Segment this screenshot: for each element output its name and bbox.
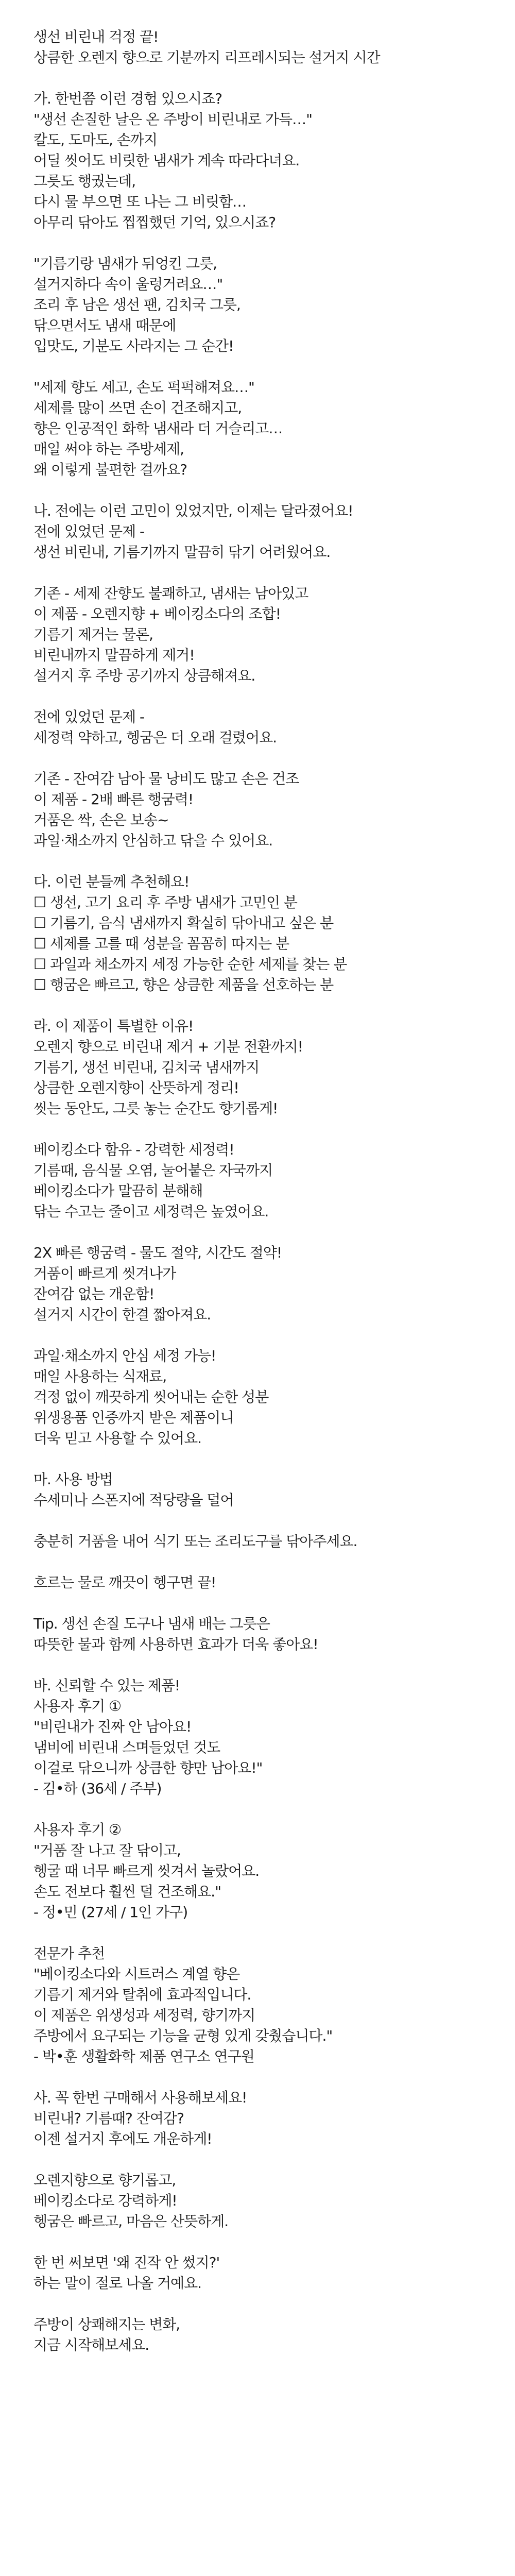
text-line: 라. 이 제품이 특별한 이유!	[33, 1018, 194, 1035]
paragraph	[33, 1016, 497, 1119]
text-line: 기름때, 음식물 오염, 눌어붙은 자국까지	[33, 1162, 273, 1179]
text-line: 헹굼은 빠르고, 마음은 산뜻하게.	[33, 2213, 229, 2230]
paragraph	[33, 1346, 497, 1449]
paragraph-gap	[33, 1325, 497, 1346]
text-line: 다시 물 부으면 또 나는 그 비릿함…	[33, 193, 247, 210]
text-line: 전에 있었던 문제 -	[33, 708, 145, 725]
text-line: 2X 빠른 행굼력 - 물도 절약, 시간도 절약!	[33, 1244, 282, 1261]
text-line: 거품은 싹, 손은 보송~	[33, 811, 169, 828]
paragraph	[33, 501, 497, 563]
paragraph	[33, 1820, 497, 1923]
paragraph-gap	[33, 1799, 497, 1820]
text-line: "기름기랑 냄새가 뒤엉킨 그릇,	[33, 255, 217, 272]
text-line: ☐ 과일과 채소까지 세정 가능한 순한 세제를 찾는 분	[33, 956, 347, 973]
text-line: "거품 잘 나고 잘 닦이고,	[33, 1842, 181, 1859]
paragraph	[33, 27, 497, 68]
paragraph-gap	[33, 1222, 497, 1243]
text-line: 가. 한번쯤 이런 경험 있으시죠?	[33, 90, 222, 107]
text-line: ☐ 행굼은 빠르고, 향은 상큼한 제품을 선호하는 분	[33, 976, 334, 993]
text-line: 입맛도, 기분도 사라지는 그 순간!	[33, 337, 234, 354]
text-line: 매일 써야 하는 주방세제,	[33, 440, 184, 457]
text-line: 오렌지 향으로 비린내 제거 + 기분 전환까지!	[33, 1038, 303, 1055]
text-line: "비린내가 진짜 안 남아요!	[33, 1718, 192, 1735]
article-text	[33, 27, 497, 2355]
text-line: 베이킹소다가 말끔히 분해해	[33, 1182, 203, 1199]
text-line: 기름기 제거와 탈취에 효과적입니다.	[33, 1986, 251, 2003]
text-line: 과일·채소까지 안심 세정 가능!	[33, 1347, 216, 1364]
paragraph	[33, 2314, 497, 2355]
text-line: 하는 말이 절로 나올 거예요.	[33, 2275, 202, 2292]
text-line: 헹굴 때 너무 빠르게 씻겨서 놀랐어요.	[33, 1862, 260, 1879]
paragraph-gap	[33, 1511, 497, 1531]
text-line: 사. 꼭 한번 구매해서 사용해보세요!	[33, 2089, 247, 2106]
paragraph-gap	[33, 563, 497, 583]
text-line: 닦는 수고는 줄이고 세정력은 높였어요.	[33, 1203, 269, 1220]
text-line: 기름기 제거는 물론,	[33, 626, 153, 643]
text-line: 과일·채소까지 안심하고 닦을 수 있어요.	[33, 832, 273, 849]
text-line: "생선 손질한 날은 온 주방이 비린내로 가득…"	[33, 111, 312, 128]
paragraph-gap	[33, 1449, 497, 1469]
text-line: 주방에서 요구되는 기능을 균형 있게 갖췄습니다."	[33, 2027, 333, 2044]
text-line: 설거지하다 속이 울렁거려요…"	[33, 276, 223, 293]
text-line: 더욱 믿고 사용할 수 있어요.	[33, 1430, 202, 1447]
text-line: 칼도, 도마도, 손까지	[33, 131, 157, 148]
text-line: 이 제품 - 2배 빠른 행굼력!	[33, 791, 194, 808]
text-line: 나. 전에는 이런 고민이 있었지만, 이제는 달라졌어요!	[33, 502, 353, 519]
text-line: 수세미나 스폰지에 적당량을 덜어	[33, 1492, 234, 1509]
text-line: 따뜻한 물과 함께 사용하면 효과가 더욱 좋아요!	[33, 1636, 318, 1653]
text-line: ☐ 세제를 고를 때 성분을 꼼꼼히 따지는 분	[33, 935, 289, 952]
paragraph	[33, 1572, 497, 1593]
text-line: 이젠 설거지 후에도 개운하게!	[33, 2130, 212, 2147]
paragraph-gap	[33, 686, 497, 707]
paragraph-gap	[33, 1923, 497, 1943]
paragraph	[33, 1614, 497, 1655]
paragraph	[33, 1943, 497, 2067]
paragraph	[33, 583, 497, 686]
text-line: 베이킹소다로 강력하게!	[33, 2192, 177, 2209]
paragraph-gap	[33, 480, 497, 501]
text-line: "세제 향도 세고, 손도 퍽퍽해져요…"	[33, 379, 254, 396]
text-line: 바. 신뢰할 수 있는 제품!	[33, 1677, 180, 1694]
paragraph	[33, 707, 497, 748]
text-line: 전에 있었던 문제 -	[33, 523, 145, 540]
text-line: ☐ 생선, 고기 요리 후 주방 냄새가 고민인 분	[33, 894, 297, 911]
paragraph-gap	[33, 2232, 497, 2252]
paragraph-gap	[33, 748, 497, 769]
text-line: 다. 이런 분들께 추천해요!	[33, 873, 190, 890]
paragraph-gap	[33, 1655, 497, 1675]
text-line: 세정력 약하고, 헹굼은 더 오래 걸렸어요.	[33, 729, 277, 746]
paragraph-gap	[33, 357, 497, 377]
text-line: 흐르는 물로 깨끗이 헹구면 끝!	[33, 1574, 216, 1591]
paragraph	[33, 89, 497, 233]
text-line: 한 번 써보면 '왜 진작 안 썼지?'	[33, 2254, 220, 2271]
text-line: - 박•훈 생활화학 제품 연구소 연구원	[33, 2048, 254, 2065]
text-line: 기존 - 세제 잔향도 불쾌하고, 냄새는 남아있고	[33, 585, 308, 602]
text-line: 생선 비린내, 기름기까지 말끔히 닦기 어려웠어요.	[33, 544, 331, 561]
paragraph	[33, 1140, 497, 1222]
text-line: 걱정 없이 깨끗하게 씻어내는 순한 성분	[33, 1388, 269, 1405]
paragraph-gap	[33, 2294, 497, 2314]
paragraph-gap	[33, 68, 497, 89]
text-line: - 김•하 (36세 / 주부)	[33, 1780, 162, 1797]
text-line: 왜 이렇게 불편한 걸까요?	[33, 461, 187, 478]
text-line: 이걸로 닦으니까 상큼한 향만 남아요!"	[33, 1759, 263, 1776]
paragraph-gap	[33, 851, 497, 872]
text-line: "베이킹소다와 시트러스 계열 향은	[33, 1965, 240, 1982]
text-line: 냄비에 비린내 스며들었던 것도	[33, 1739, 220, 1756]
paragraph-gap	[33, 995, 497, 1016]
text-line: 조리 후 남은 생선 팬, 김치국 그릇,	[33, 296, 241, 313]
text-line: 이 제품 - 오렌지향 + 베이킹소다의 조합!	[33, 605, 281, 622]
paragraph	[33, 253, 497, 357]
paragraph	[33, 2170, 497, 2232]
text-line: 주방이 상쾌해지는 변화,	[33, 2316, 180, 2333]
text-line: 향은 인공적인 화학 냄새라 더 거슬리고…	[33, 420, 283, 437]
text-line: 아무리 닦아도 찝찝했던 기억, 있으시죠?	[33, 214, 276, 231]
text-line: 기존 - 잔여감 남아 물 낭비도 많고 손은 건조	[33, 770, 299, 787]
text-line: ☐ 기름기, 음식 냄새까지 확실히 닦아내고 싶은 분	[33, 914, 334, 931]
paragraph	[33, 872, 497, 995]
paragraph	[33, 1531, 497, 1552]
paragraph	[33, 2252, 497, 2294]
text-line: 설거지 후 주방 공기까지 상큼해져요.	[33, 667, 255, 684]
text-line: 상큼한 오렌지향이 산뜻하게 정리!	[33, 1079, 239, 1096]
paragraph	[33, 1469, 497, 1511]
text-line: Tip. 생선 손질 도구나 냄새 배는 그릇은	[33, 1615, 270, 1632]
paragraph-gap	[33, 2067, 497, 2088]
text-line: 거품이 빠르게 씻겨나가	[33, 1265, 176, 1282]
text-line: 어딜 씻어도 비릿한 냄새가 계속 따라다녀요.	[33, 152, 300, 169]
paragraph	[33, 1675, 497, 1799]
text-line: 베이킹소다 함유 - 강력한 세정력!	[33, 1141, 234, 1158]
text-line: 잔여감 없는 개운함!	[33, 1285, 154, 1302]
text-line: 마. 사용 방법	[33, 1471, 113, 1488]
text-line: 전문가 추천	[33, 1945, 105, 1962]
text-line: 상큼한 오렌지 향으로 기분까지 리프레시되는 설거지 시간	[33, 49, 380, 66]
text-line: 지금 시작해보세요.	[33, 2336, 149, 2353]
text-line: 생선 비린내 걱정 끝!	[33, 28, 159, 45]
text-line: 위생용품 인증까지 받은 제품이니	[33, 1409, 234, 1426]
text-line: 이 제품은 위생성과 세정력, 향기까지	[33, 2007, 255, 2024]
text-line: 충분히 거품을 내어 식기 또는 조리도구를 닦아주세요.	[33, 1533, 357, 1550]
text-line: 손도 전보다 훨씬 덜 건조해요."	[33, 1883, 221, 1900]
text-line: 매일 사용하는 식재료,	[33, 1368, 167, 1385]
paragraph-gap	[33, 233, 497, 253]
text-line: 세제를 많이 쓰면 손이 건조해지고,	[33, 399, 242, 416]
paragraph-gap	[33, 1119, 497, 1140]
paragraph	[33, 769, 497, 851]
paragraph	[33, 2088, 497, 2149]
text-line: 그릇도 행궜는데,	[33, 173, 136, 190]
text-line: 닦으면서도 냄새 때문에	[33, 317, 176, 334]
text-line: 씻는 동안도, 그릇 놓는 순간도 향기롭게!	[33, 1100, 278, 1117]
paragraph-gap	[33, 1593, 497, 1614]
paragraph	[33, 1243, 497, 1325]
text-line: 사용자 후기 ①	[33, 1698, 122, 1715]
text-line: 사용자 후기 ②	[33, 1821, 122, 1838]
paragraph-gap	[33, 1552, 497, 1572]
paragraph-gap	[33, 2149, 497, 2170]
text-line: 기름기, 생선 비린내, 김치국 냄새까지	[33, 1059, 260, 1076]
text-line: 비린내? 기름때? 잔여감?	[33, 2110, 184, 2127]
text-line: 비린내까지 말끔하게 제거!	[33, 647, 195, 664]
paragraph	[33, 377, 497, 480]
text-line: 오렌지향으로 향기롭고,	[33, 2172, 176, 2189]
text-line: 설거지 시간이 한결 짧아져요.	[33, 1306, 211, 1323]
text-line: - 정•민 (27세 / 1인 가구)	[33, 1904, 188, 1921]
